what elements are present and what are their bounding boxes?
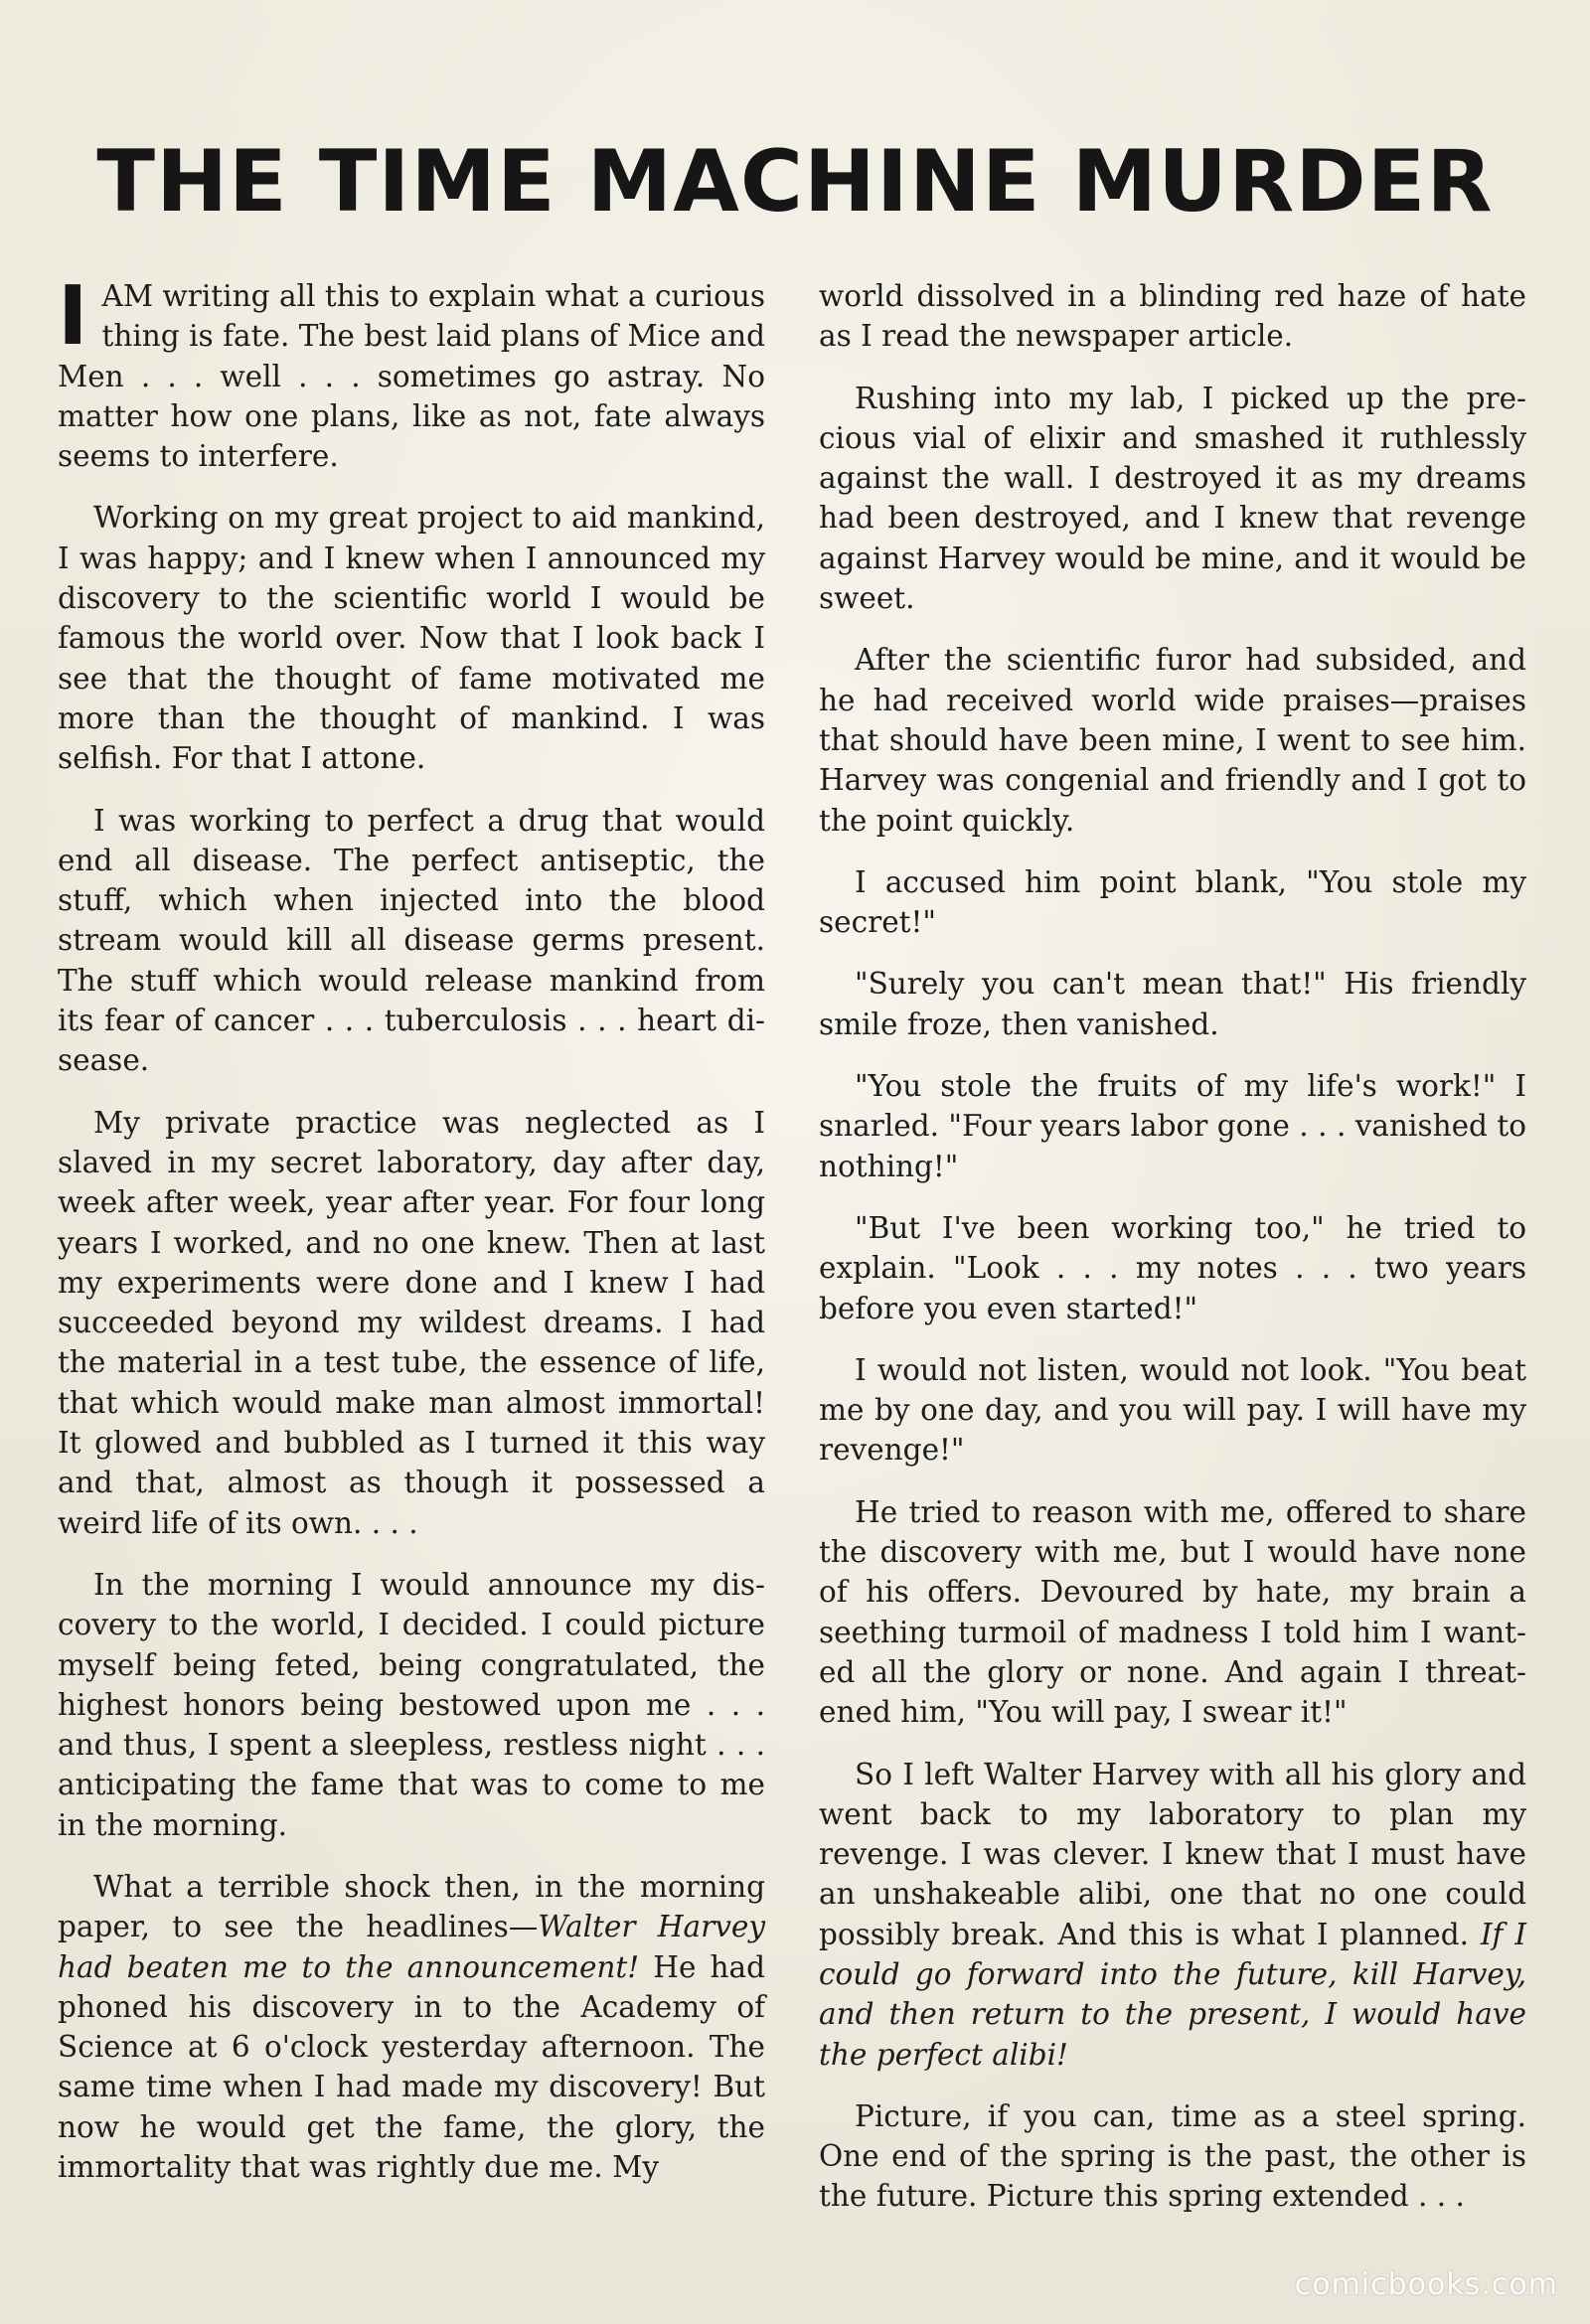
paragraph: I was working to perfect a drug that would end all disease. The perfect antiseptic, the stuff, which when injected into the blood stream would kill all disease germs present. The stuff which would release mankind from its fear of cancer . . . tuberculosis . . . heart disease.: [58, 803, 765, 1078]
right-column: [819, 276, 1526, 2239]
paragraph: Picture, if you can, time as a steel spring. One end of the spring is the past, the other is the future. Picture this spring extended . . .: [819, 2098, 1526, 2214]
paragraph: After the scientific furor had subsided, and he had received world wide praises—praises that should have been mine, I went to see him. Harvey was congenial and friendly and I got to the point quickly.: [819, 643, 1526, 838]
paragraph: I would not listen, would not look. "You beat me by one day, and you will pay. I will have my revenge!": [819, 1352, 1526, 1468]
left-column: [58, 269, 765, 2209]
paragraph: "But I've been working too," he tried to explain. "Look . . . my notes . . . two years before you even started!": [819, 1210, 1526, 1325]
plan-italic: If I could go forward into the future, kill Harvey, and then return to the present, I would have the perfect alibi!: [819, 1917, 1526, 2072]
paragraph: [58, 1867, 765, 2187]
paragraph: world dissolved in a blinding red haze of hate as I read the newspaper article.: [819, 279, 1526, 354]
paragraph: "Surely you can't mean that!" His friendly smile froze, then vanished.: [819, 967, 1526, 1041]
paragraph: He tried to reason with me, offered to share the discovery with me, but I would have none of his offers. Devoured by hate, my brain a seething turmoil of madness I told him I wanted all the glory or none. And again I threatened him, "You will pay, I swear it!": [819, 1494, 1526, 1730]
paragraph: [58, 269, 765, 476]
paragraph-text: What a terrible shock then, in the morning paper, to see the headlines—: [58, 1869, 765, 1944]
paragraph: In the morning I would announce my discovery to the world, I decided. I could picture myself being feted, being congratulated, the highest honors being bestowed upon me . . . and thus, I spent a sleepless, restless night . . . anticipating the fame that was to come to me in the morning.: [58, 1567, 765, 1842]
paragraph: Rushing into my lab, I picked up the precious vial of elixir and smashed it ruthlessly against the wall. I destroyed it as my dreams had been destroyed, and I knew that revenge against Harvey would be mine, and it would be sweet.: [819, 381, 1526, 616]
paragraph: [819, 1755, 1526, 2075]
paragraph: Working on my great project to aid mankind, I was happy; and I knew when I announced my discovery to the scientific world I would be famous the world over. Now that I look back I see that the thought of fame motivated me more than the thought of mankind. I was selfish. For that I attone.: [58, 501, 765, 776]
paragraph: "You stole the fruits of my life's work!" I snarled. "Four years labor gone . . . vanished to nothing!": [819, 1069, 1526, 1183]
story-title: THE TIME MACHINE MURDER: [96, 132, 1494, 232]
site-watermark: comicbooks.com: [1294, 2267, 1558, 2302]
headline-italic: Walter Harvey had beaten me to the announcement!: [58, 1910, 765, 1984]
paragraph-text: AM writing all this to explain what a curious thing is fate. The best laid plans of Mice and Men . . . well . . . sometimes go astray. No matter how one plans, like as not, fate always seems to interfere.: [58, 279, 765, 474]
paragraph: I accused him point blank, "You stole my secret!": [819, 864, 1526, 940]
paragraph: My private practice was neglected as I slaved in my secret laboratory, day after day, week after week, year after year. For four long years I worked, and no one knew. Then at last my experiments were done and I knew I had succeeded beyond my wildest dreams. I had the material in a test tube, the essence of life, that which would make man almost immortal! It glowed and bubbled as I turned it this way and that, almost as though it possessed a weird life of its own. . . .: [58, 1105, 765, 1540]
paragraph-text: He had phoned his discovery in to the Academy of Science at 6 o'clock yesterday afternoon. The same time when I had made my discovery! But now he would get the fame, the glory, the immortality that was rightly due me. My: [58, 1949, 765, 2185]
paragraph-text: So I left Walter Harvey with all his glory and went back to my laboratory to plan my revenge. I was clever. I knew that I must have an unshakeable alibi, one that no one could possibly break. And this is what I planned.: [819, 1757, 1526, 1951]
drop-cap: I: [58, 269, 88, 364]
